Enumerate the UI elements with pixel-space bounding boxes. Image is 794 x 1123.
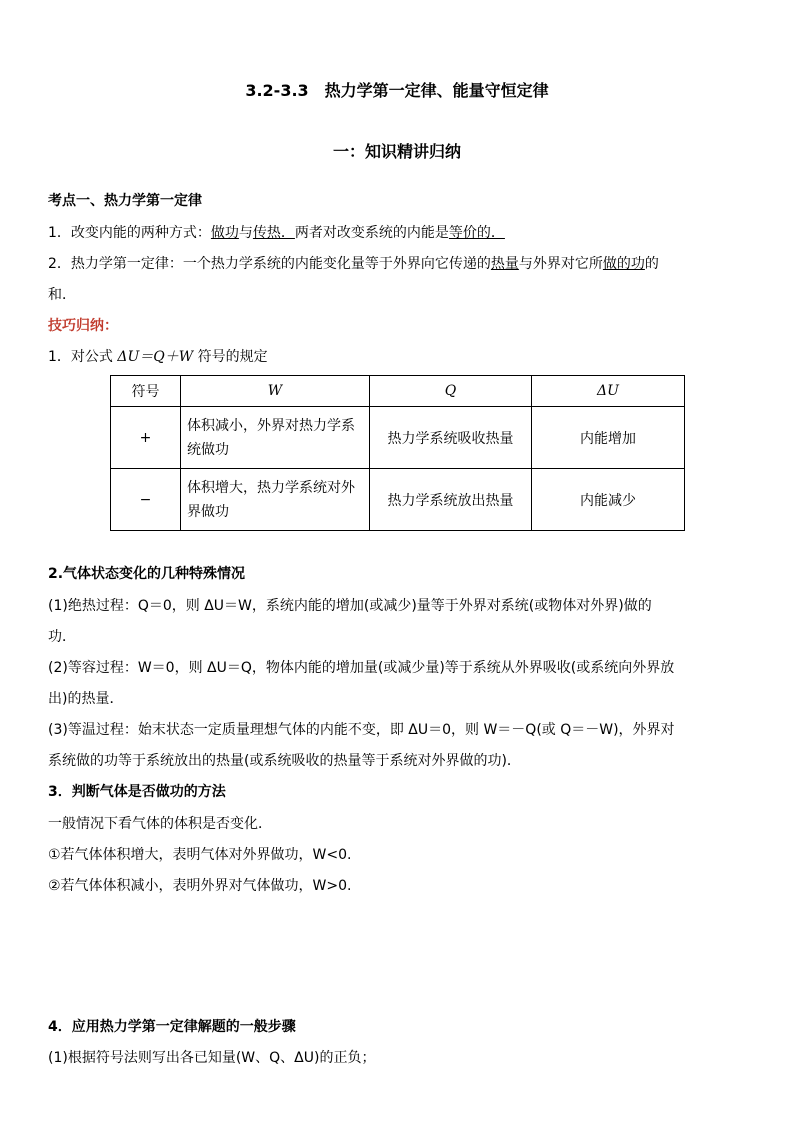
kp1-item2-u1: 热量 (490, 256, 519, 272)
kp1-item2-line2: 和． (48, 287, 76, 303)
tips-item1-post: 符号的规定 (193, 349, 268, 365)
tips-item1-formula: ΔU＝Q＋W (117, 349, 194, 365)
gas-p3-line2: 系统做的功等于系统放出的热量(或系统吸收的热量等于系统对外界做的功)． (48, 753, 521, 769)
kp1-item1-mid1: 与 (238, 225, 253, 241)
tips-item1-pre: 1．对公式 (48, 349, 118, 365)
sign-table (110, 375, 685, 531)
kp1-item2-line1 (48, 253, 659, 273)
kp1-item2-u2: 做的功 (602, 256, 645, 272)
gas-heading: 2.气体状态变化的几种特殊情况 (48, 566, 246, 582)
table-header-row (111, 376, 685, 407)
gas-p1-line1: (1)绝热过程：Q＝0，则 ΔU＝W，系统内能的增加(或减少)量等于外界对系统(或物体对外界)做的 (48, 598, 652, 614)
row1-sign: + (111, 407, 181, 469)
header-sign: 符号 (111, 376, 181, 407)
row1-w: 体积减小，外界对热力学系统做功 (181, 407, 370, 469)
section-heading: 一：知识精讲归纳 (332, 142, 461, 161)
row2-q: 热力学系统放出热量 (370, 469, 532, 531)
row1-du: 内能增加 (532, 407, 685, 469)
tips-heading: 技巧归纳： (48, 318, 118, 334)
work-intro: 一般情况下看气体的体积是否变化． (48, 816, 272, 832)
row2-w: 体积增大，热力学系统对外界做功 (181, 469, 370, 531)
kp1-item2-mid: 与外界对它所 (518, 256, 603, 272)
gas-p2-line1: (2)等容过程：W＝0，则 ΔU＝Q，物体内能的增加量(或减少量)等于系统从外界吸收(或系统向外界放 (48, 660, 675, 676)
kp1-item2-post: 的 (644, 256, 659, 272)
gas-p3-line1: (3)等温过程：始末状态一定质量理想气体的内能不变，即 ΔU＝0，则 W＝－Q(或 Q＝－W)，外界对 (48, 722, 675, 738)
gas-p1-line2: 功． (48, 629, 76, 645)
kp1-heading: 考点一、热力学第一定律 (48, 193, 202, 209)
header-du: ΔU (532, 376, 685, 407)
table-row (111, 407, 685, 469)
work-heading: 3．判断气体是否做功的方法 (48, 784, 226, 800)
work-case1: ①若气体体积增大，表明气体对外界做功，W<0. (48, 847, 352, 863)
kp1-item1-u3: 等价的． (448, 225, 505, 241)
kp1-item1-u2: 传热． (252, 225, 295, 241)
row2-sign: − (111, 469, 181, 531)
kp1-item1-u1: 做功 (210, 225, 239, 241)
header-q: Q (370, 376, 532, 407)
steps-item1: (1)根据符号法则写出各已知量(W、Q、ΔU)的正负； (48, 1050, 376, 1066)
row2-du: 内能减少 (532, 469, 685, 531)
header-w: W (181, 376, 370, 407)
work-case2: ②若气体体积减小，表明外界对气体做功，W>0. (48, 878, 352, 894)
steps-heading: 4．应用热力学第一定律解题的一般步骤 (48, 1019, 296, 1035)
row1-q: 热力学系统吸收热量 (370, 407, 532, 469)
kp1-item2-pre: 2．热力学第一定律：一个热力学系统的内能变化量等于外界向它传递的 (48, 256, 491, 272)
table-row (111, 469, 685, 531)
page-title: 3.2-3.3 热力学第一定律、能量守恒定律 (245, 81, 549, 100)
gas-p2-line2: 出)的热量． (48, 691, 124, 707)
kp1-item1 (48, 222, 505, 242)
tips-item1 (48, 346, 268, 366)
kp1-item1-mid2: 两者对改变系统的内能是 (294, 225, 449, 241)
kp1-item1-pre: 1．改变内能的两种方式： (48, 225, 211, 241)
